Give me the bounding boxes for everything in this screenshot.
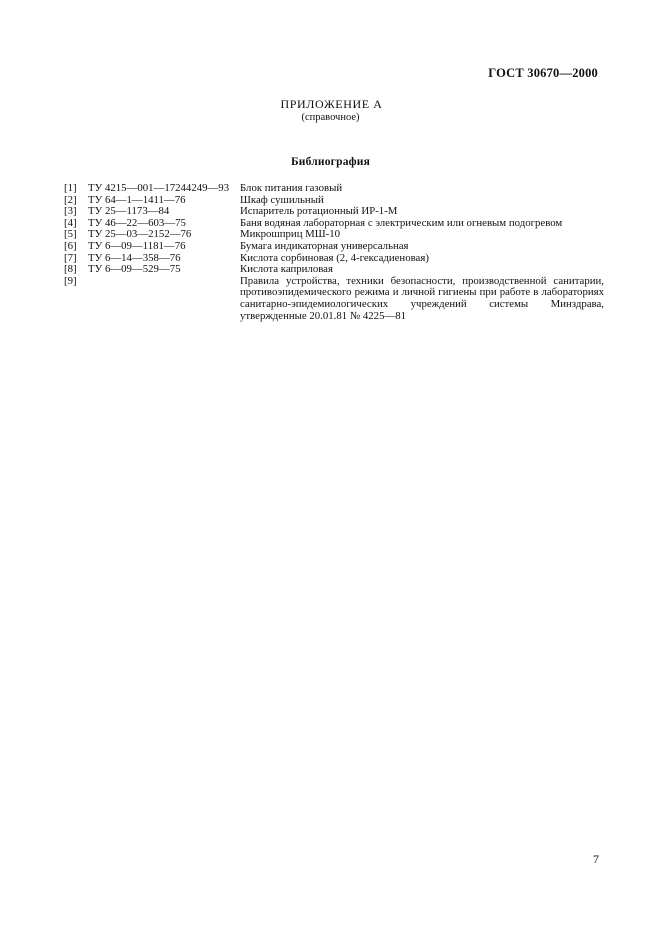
bibliography-list bbox=[64, 183, 604, 322]
item-number: [9] bbox=[64, 274, 77, 287]
item-number: [4] bbox=[64, 216, 77, 229]
bibliography-item bbox=[64, 264, 604, 276]
item-description: Правила устройства, техники безопасности, производственной санитарии, противоэпидемического режима и личной гигиены при работе в лабораториях санитарно-эпидемиологических учреждений системы Минздрава, утвержденные 20.01.81 № 4225—81 bbox=[240, 274, 604, 322]
item-number: [6] bbox=[64, 239, 77, 252]
appendix-title: ПРИЛОЖЕНИЕ А bbox=[280, 97, 383, 111]
item-number: [5] bbox=[64, 228, 77, 241]
appendix-header bbox=[0, 97, 661, 124]
item-code: ТУ 6—09—529—75 bbox=[88, 263, 181, 276]
item-code: ТУ 6—14—358—76 bbox=[88, 251, 181, 264]
item-number: [8] bbox=[64, 263, 77, 276]
item-code: ТУ 46—22—603—75 bbox=[88, 216, 186, 229]
bibliography-heading: Библиография bbox=[290, 156, 371, 168]
item-code: ТУ 4215—001—17244249—93 bbox=[88, 182, 230, 194]
bibliography-item bbox=[64, 241, 604, 253]
item-code: ТУ 64—1—1411—76 bbox=[88, 193, 186, 206]
item-description: Микрошприц МШ-10 bbox=[240, 228, 341, 241]
item-description: Бумага индикаторная универсальная bbox=[240, 239, 409, 252]
bibliography-item bbox=[64, 183, 604, 195]
item-code: ТУ 6—09—1181—76 bbox=[88, 239, 186, 252]
item-description: Кислота каприловая bbox=[240, 263, 333, 276]
appendix-subtitle: (справочное) bbox=[301, 112, 360, 123]
bibliography-item bbox=[64, 276, 604, 322]
document-code: ГОСТ 30670—2000 bbox=[488, 66, 598, 80]
item-description: Блок питания газовый bbox=[240, 182, 343, 194]
item-description: Испаритель ротационный ИР-1-М bbox=[240, 205, 398, 218]
item-number: [1] bbox=[64, 182, 77, 194]
item-description: Шкаф сушильный bbox=[240, 193, 324, 206]
item-description: Баня водяная лабораторная с электрическим или огневым подогревом bbox=[240, 216, 563, 229]
item-code: ТУ 25—03—2152—76 bbox=[88, 228, 192, 241]
item-number: [3] bbox=[64, 205, 77, 218]
item-code: ТУ 25—1173—84 bbox=[88, 205, 170, 218]
item-number: [7] bbox=[64, 251, 77, 264]
page-number: 7 bbox=[593, 852, 599, 866]
item-number: [2] bbox=[64, 193, 77, 206]
item-description: Кислота сорбиновая (2, 4-гексадиеновая) bbox=[240, 251, 429, 264]
